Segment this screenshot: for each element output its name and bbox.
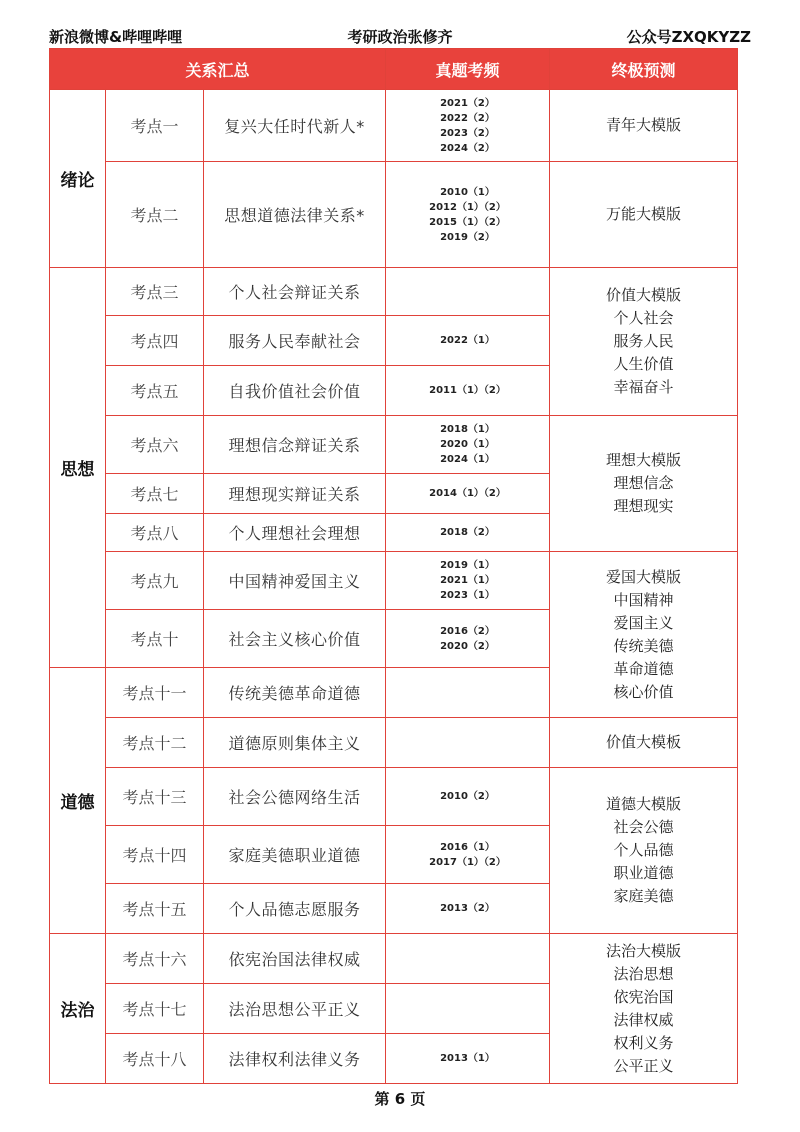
frequency-entry: 2013（2） xyxy=(440,903,495,914)
topic-label: 法律权利法律义务 xyxy=(204,1034,386,1084)
point-label: 考点八 xyxy=(106,514,204,552)
prediction-item: 个人社会 xyxy=(613,309,674,327)
frequency-entry: 2018（2） xyxy=(440,527,495,538)
frequency-entry: 2015（1）（2） xyxy=(429,216,506,228)
prediction-item: 个人品德 xyxy=(613,841,674,859)
frequency-cell xyxy=(386,90,550,162)
point-label: 考点十八 xyxy=(106,1034,204,1084)
topic-label: 个人理想社会理想 xyxy=(204,514,386,552)
table-row xyxy=(50,552,738,610)
frequency-cell xyxy=(386,718,550,768)
prediction-item: 家庭美德 xyxy=(613,887,674,905)
prediction-item: 服务人民 xyxy=(613,332,674,350)
prediction-item: 法治思想 xyxy=(613,964,674,983)
point-label: 考点六 xyxy=(106,416,204,474)
frequency-cell xyxy=(386,934,550,984)
frequency-cell xyxy=(386,366,550,416)
prediction-item: 公平正义 xyxy=(613,1056,674,1075)
header-center-title: 考研政治张修齐 xyxy=(347,28,453,46)
col-header-relation: 关系汇总 xyxy=(50,49,386,90)
section-label: 道德 xyxy=(50,668,106,934)
prediction-item: 青年大模版 xyxy=(605,116,681,134)
frequency-entry: 2024（2） xyxy=(440,142,495,154)
prediction-item: 中国精神 xyxy=(613,590,674,609)
point-label: 考点十 xyxy=(106,610,204,668)
frequency-cell xyxy=(386,416,550,474)
prediction-cell xyxy=(550,552,738,718)
point-label: 考点一 xyxy=(106,90,204,162)
topic-label: 复兴大任时代新人* xyxy=(204,90,386,162)
summary-table xyxy=(49,48,738,1084)
frequency-entry: 2011（1）（2） xyxy=(429,385,506,396)
prediction-item: 革命道德 xyxy=(613,659,674,678)
topic-label: 传统美德革命道德 xyxy=(204,668,386,718)
prediction-cell xyxy=(550,162,738,268)
prediction-item: 爱国大模版 xyxy=(605,567,681,586)
topic-label: 个人品德志愿服务 xyxy=(204,884,386,934)
frequency-entry: 2022（2） xyxy=(440,112,495,124)
frequency-cell xyxy=(386,884,550,934)
point-label: 考点九 xyxy=(106,552,204,610)
frequency-cell xyxy=(386,552,550,610)
point-label: 考点十三 xyxy=(106,768,204,826)
point-label: 考点十二 xyxy=(106,718,204,768)
prediction-item: 核心价值 xyxy=(613,682,674,701)
prediction-item: 道德大模版 xyxy=(605,795,681,813)
point-label: 考点十四 xyxy=(106,826,204,884)
table-row xyxy=(50,934,738,984)
point-label: 考点七 xyxy=(106,474,204,514)
prediction-item: 法治大模版 xyxy=(605,941,681,960)
frequency-entry: 2019（2） xyxy=(440,231,495,243)
prediction-item: 理想信念 xyxy=(613,474,674,492)
topic-label: 道德原则集体主义 xyxy=(204,718,386,768)
topic-label: 理想现实辩证关系 xyxy=(204,474,386,514)
table-row xyxy=(50,162,738,268)
frequency-cell xyxy=(386,268,550,316)
point-label: 考点三 xyxy=(106,268,204,316)
prediction-cell xyxy=(550,90,738,162)
point-label: 考点十七 xyxy=(106,984,204,1034)
frequency-entry: 2023（2） xyxy=(440,127,495,139)
col-header-frequency: 真题考频 xyxy=(386,49,550,90)
frequency-entry: 2013（1） xyxy=(440,1053,495,1064)
frequency-cell xyxy=(386,826,550,884)
topic-label: 法治思想公平正义 xyxy=(204,984,386,1034)
topic-label: 社会主义核心价值 xyxy=(204,610,386,668)
frequency-entry: 2016（2） xyxy=(440,625,495,637)
frequency-cell xyxy=(386,474,550,514)
page-number: 第 6 页 xyxy=(374,1090,426,1108)
prediction-item: 价值大模版 xyxy=(605,286,681,304)
frequency-entry: 2012（1）（2） xyxy=(429,201,506,213)
frequency-entry: 2016（1） xyxy=(440,841,495,853)
col-header-prediction: 终极预测 xyxy=(550,49,738,90)
prediction-cell xyxy=(550,768,738,934)
frequency-entry: 2020（2） xyxy=(440,640,495,652)
table-row xyxy=(50,718,738,768)
topic-label: 服务人民奉献社会 xyxy=(204,316,386,366)
prediction-cell xyxy=(550,416,738,552)
prediction-item: 爱国主义 xyxy=(613,613,674,632)
frequency-cell xyxy=(386,514,550,552)
frequency-cell xyxy=(386,768,550,826)
prediction-item: 职业道德 xyxy=(613,864,674,882)
frequency-entry: 2021（1） xyxy=(440,575,495,586)
point-label: 考点十一 xyxy=(106,668,204,718)
frequency-entry: 2017（1）（2） xyxy=(429,856,506,868)
frequency-cell xyxy=(386,1034,550,1084)
table-header-row xyxy=(50,49,738,90)
frequency-cell xyxy=(386,610,550,668)
frequency-entry: 2024（1） xyxy=(440,454,495,465)
prediction-item: 万能大模版 xyxy=(605,205,681,223)
prediction-item: 依宪治国 xyxy=(613,987,674,1006)
table-row xyxy=(50,768,738,826)
point-label: 考点十六 xyxy=(106,934,204,984)
frequency-cell xyxy=(386,316,550,366)
header-left-text: 新浪微博&哔哩哔哩 xyxy=(49,28,183,46)
prediction-item: 价值大模板 xyxy=(605,733,681,751)
frequency-entry: 2022（1） xyxy=(440,335,495,346)
frequency-entry: 2018（1） xyxy=(440,424,495,435)
topic-label: 中国精神爱国主义 xyxy=(204,552,386,610)
frequency-entry: 2010（2） xyxy=(440,791,495,802)
table-row xyxy=(50,416,738,474)
prediction-cell xyxy=(550,934,738,1084)
prediction-item: 法律权威 xyxy=(613,1010,674,1029)
point-label: 考点五 xyxy=(106,366,204,416)
section-label: 法治 xyxy=(50,934,106,1084)
prediction-item: 人生价值 xyxy=(613,355,674,373)
frequency-entry: 2010（1） xyxy=(440,186,495,198)
header-right-text: 公众号ZXQKYZZ xyxy=(626,28,751,46)
table-row xyxy=(50,268,738,316)
frequency-cell xyxy=(386,984,550,1034)
point-label: 考点十五 xyxy=(106,884,204,934)
prediction-item: 幸福奋斗 xyxy=(613,378,674,396)
prediction-item: 社会公德 xyxy=(613,818,674,836)
topic-label: 思想道德法律关系* xyxy=(204,162,386,268)
frequency-entry: 2019（1） xyxy=(440,560,495,571)
frequency-cell xyxy=(386,162,550,268)
prediction-cell xyxy=(550,268,738,416)
table-row xyxy=(50,90,738,162)
prediction-item: 理想大模版 xyxy=(605,451,681,469)
prediction-item: 理想现实 xyxy=(613,497,674,515)
prediction-item: 权利义务 xyxy=(613,1033,674,1052)
topic-label: 个人社会辩证关系 xyxy=(204,268,386,316)
frequency-entry: 2014（1）（2） xyxy=(429,488,506,499)
frequency-entry: 2023（1） xyxy=(440,590,495,601)
topic-label: 家庭美德职业道德 xyxy=(204,826,386,884)
prediction-item: 传统美德 xyxy=(613,636,674,655)
frequency-cell xyxy=(386,668,550,718)
frequency-entry: 2020（1） xyxy=(440,439,495,450)
topic-label: 理想信念辩证关系 xyxy=(204,416,386,474)
point-label: 考点四 xyxy=(106,316,204,366)
frequency-entry: 2021（2） xyxy=(440,97,495,109)
section-label: 思想 xyxy=(50,268,106,668)
topic-label: 自我价值社会价值 xyxy=(204,366,386,416)
point-label: 考点二 xyxy=(106,162,204,268)
topic-label: 社会公德网络生活 xyxy=(204,768,386,826)
prediction-cell xyxy=(550,718,738,768)
topic-label: 依宪治国法律权威 xyxy=(204,934,386,984)
section-label: 绪论 xyxy=(50,90,106,268)
